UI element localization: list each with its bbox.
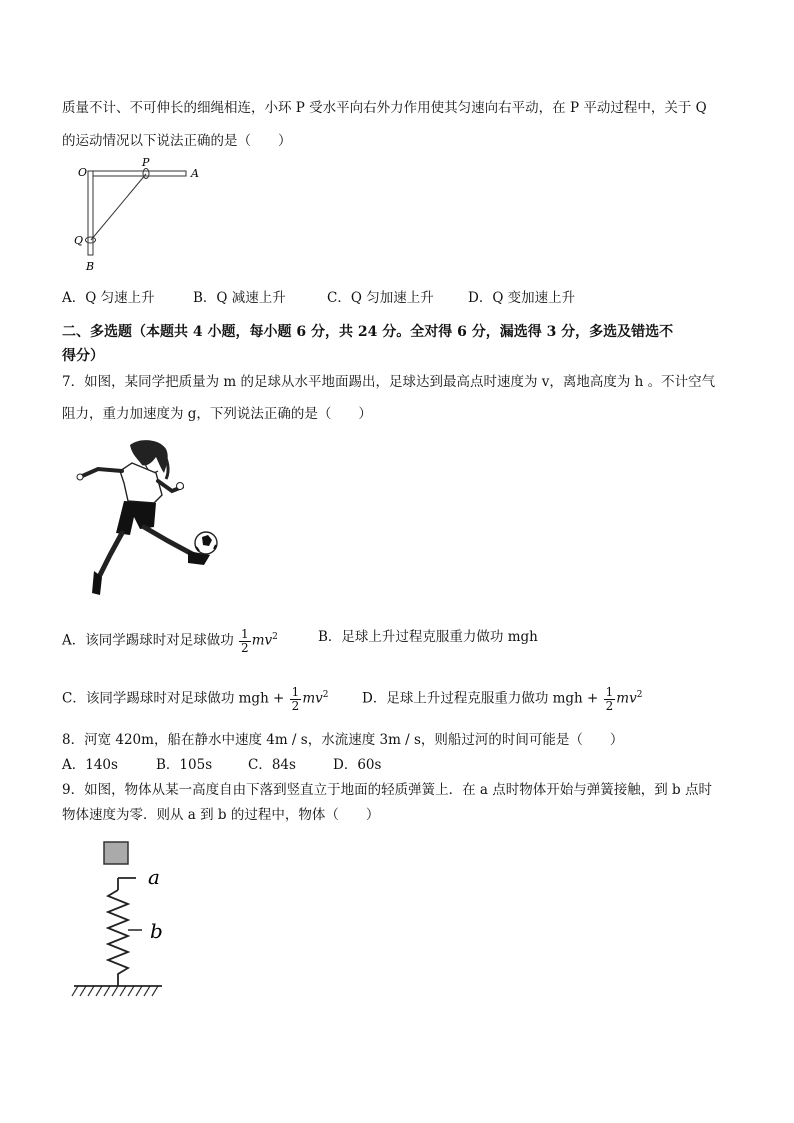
q9-stem-line1: 9．如图，物体从某一高度自由下落到竖直立于地面的轻质弹簧上．在 a 点时物体开始与弹簧接触，到 b 点时 [62,782,712,798]
q6-stem-line2: 的运动情况以下说法正确的是（ ） [62,133,292,149]
player-leg-kick [144,527,194,555]
ground-hatching [72,986,158,996]
q6-figure-rod-diagram [70,155,210,275]
q8-option-a: A．140s [62,757,118,773]
fraction-half: $\frac{1}{2}$ [241,626,249,655]
label-a: a [148,865,160,889]
player-arm-left [80,469,122,477]
q8-option-c: C．84s [248,757,296,773]
label-p: P [142,156,150,169]
section2-header-line1: 二、多选题（本题共 4 小题，每小题 6 分，共 24 分。全对得 6 分，漏选得 3 分，多选及错选不 [62,324,674,340]
q7-stem-line2: 阻力，重力加速度为 g，下列说法正确的是（ ） [62,406,372,422]
section2-header-line2: 得分） [62,348,104,364]
q8-option-b: B．105s [156,757,213,773]
q7-figure-soccer-player [72,437,232,602]
fraction-half: $\frac{1}{2}$ [291,684,300,713]
rope-pq [91,174,146,240]
q7-option-d-text: D．足球上升过程克服重力做功 mgh + [362,690,599,707]
q7-option-a: A．该同学踢球时对足球做功 $\frac{1}{2}$ $mv^2$ [62,626,278,655]
q8-stem: 8．河宽 420m，船在静水中速度 4m / s，水流速度 3m / s，则船过河的时间可能是（ ） [62,732,624,748]
q7-option-d: D．足球上升过程克服重力做功 mgh + $\frac{1}{2}$ $mv^2$ [362,684,643,713]
player-shirt [120,463,162,503]
label-b: b [150,919,163,943]
q7-option-b: B．足球上升过程克服重力做功 mgh [318,629,538,645]
q6-stem-line1: 质量不计、不可伸长的细绳相连，小环 P 受水平向右外力作用使其匀速向右平动，在 P 平动过程中，关于 Q [62,100,707,116]
q7-option-c: C．该同学踢球时对足球做功 mgh + $\frac{1}{2}$ $mv^2$ [62,684,329,713]
player-leg-back [100,533,122,575]
label-a: A [191,167,199,180]
spring-coil [108,890,128,986]
q7-option-c-text: C．该同学踢球时对足球做功 mgh + [62,690,285,707]
q7-stem-line1: 7．如图，某同学把质量为 m 的足球从水平地面踢出，足球达到最高点时速度为 v，离地高度为 h 。不计空气 [62,374,716,390]
q6-option-a: A．Q 匀速上升 [62,290,155,306]
fraction-half: $\frac{1}{2}$ [605,684,614,713]
q6-option-b: B．Q 减速上升 [193,290,286,306]
label-q: Q [74,234,84,247]
q6-option-c: C．Q 匀加速上升 [327,290,434,306]
label-o: O [78,166,88,179]
q9-stem-line2: 物体速度为零．则从 a 到 b 的过程中，物体（ ） [62,807,380,823]
horizontal-rod-oa [88,171,186,176]
label-b: B [86,260,95,273]
q7-option-a-text: A．该同学踢球时对足球做功 [62,632,234,649]
q6-option-d: D．Q 变加速上升 [468,290,576,306]
q8-option-d: D．60s [333,757,382,773]
q9-figure-spring-diagram [70,840,180,1010]
falling-block [104,842,128,864]
